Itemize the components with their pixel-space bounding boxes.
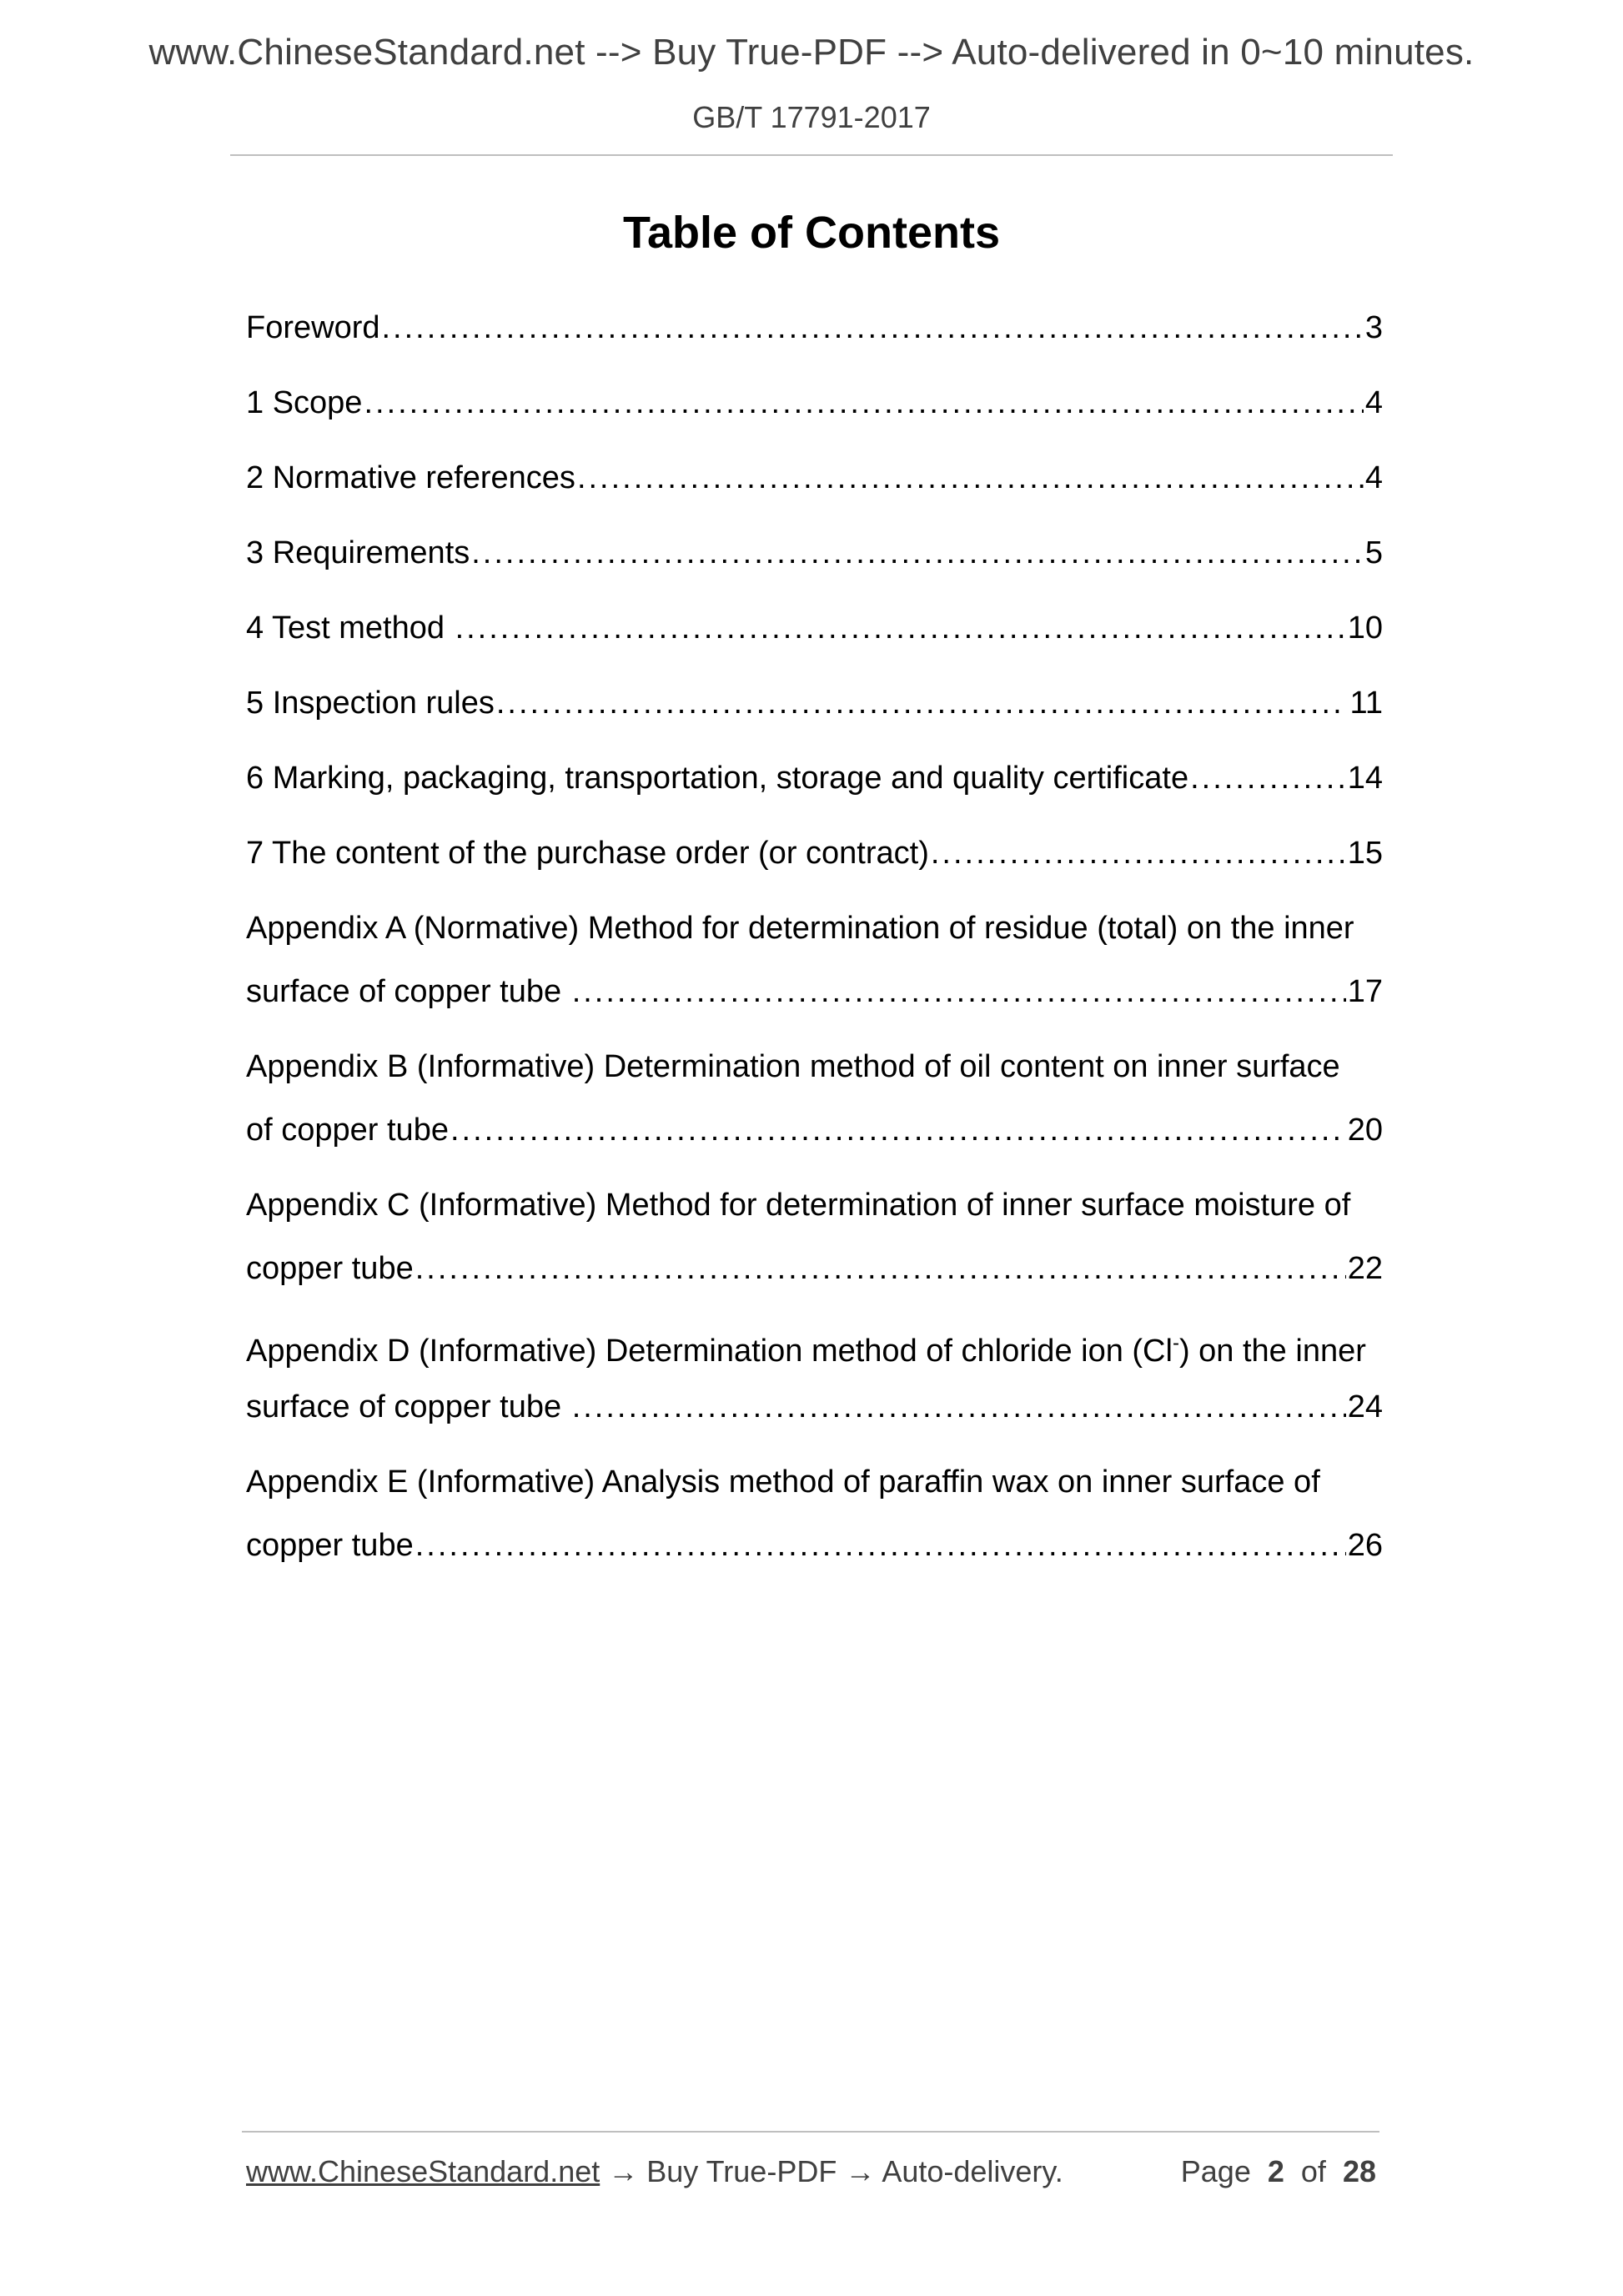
toc-entry-purchase-order[interactable] [246, 821, 1383, 897]
dot-leader [450, 1098, 1346, 1162]
toc-page-number: 17 [1347, 974, 1383, 1009]
toc-entry-appendix-b[interactable] [246, 1035, 1383, 1098]
toc-entry-label: 6 Marking, packaging, transportation, storage and quality certificate [246, 761, 1189, 796]
current-page-number: 2 [1267, 2154, 1284, 2188]
dot-leader [931, 821, 1346, 885]
dot-leader [496, 671, 1339, 735]
dot-leader [1190, 746, 1346, 810]
toc-page-number: 22 [1347, 1251, 1383, 1286]
toc-entry-label: Appendix E (Informative) Analysis method of paraffin wax on inner surface of [246, 1465, 1320, 1500]
header-divider [230, 154, 1393, 156]
dot-leader [577, 446, 1364, 510]
toc-entry-label: of copper tube [246, 1113, 449, 1148]
toc-entry-label: Foreword [246, 310, 380, 345]
toc-entry-appendix-c-continued[interactable] [246, 1237, 1383, 1312]
toc-entry-label: copper tube [246, 1251, 414, 1286]
toc-page-number: 24 [1347, 1389, 1383, 1424]
toc-entry-label [246, 1312, 1366, 1383]
toc-entry-label: copper tube [246, 1528, 414, 1563]
toc-entry-label: Appendix C (Informative) Method for determination of inner surface moisture of [246, 1188, 1351, 1223]
toc-entry-appendix-a-continued[interactable] [246, 960, 1383, 1035]
page-indicator [1181, 2154, 1376, 2189]
toc-page-number: 11 [1340, 686, 1383, 721]
toc-entry-appendix-d-continued[interactable] [246, 1375, 1383, 1450]
page-footer [246, 2154, 1376, 2189]
dot-leader [415, 1514, 1346, 1577]
toc-entry-appendix-d[interactable] [246, 1312, 1383, 1375]
toc-page-number: 20 [1347, 1113, 1383, 1148]
footer-promo-text: → Buy True-PDF → Auto-delivery. [600, 2154, 1063, 2188]
toc-entry-label: Appendix B (Informative) Determination method of oil content on inner surface [246, 1049, 1340, 1084]
toc-entry-appendix-e-continued[interactable] [246, 1514, 1383, 1589]
toc-page-number: 14 [1347, 761, 1383, 796]
toc-page-number: 4 [1364, 385, 1383, 420]
site-banner: www.ChineseStandard.net --> Buy True-PDF --> Auto-delivered in 0~10 minutes. [148, 32, 1475, 73]
toc-label-part: ) on the inner [1178, 1334, 1366, 1369]
table-of-contents [246, 296, 1383, 1589]
dot-leader [382, 296, 1364, 359]
toc-page-number: 3 [1364, 310, 1383, 345]
toc-page-number: 15 [1347, 836, 1383, 871]
toc-entry-normative-references[interactable] [246, 446, 1383, 521]
dot-leader [572, 960, 1346, 1023]
toc-entry-label: surface of copper tube [246, 1389, 570, 1424]
toc-page-number: 10 [1347, 610, 1383, 646]
toc-entry-appendix-c[interactable] [246, 1173, 1383, 1237]
toc-label-part: Appendix D (Informative) Determination method of chloride ion (Cl [246, 1334, 1173, 1369]
toc-entry-appendix-b-continued[interactable] [246, 1098, 1383, 1173]
toc-title: Table of Contents [623, 208, 1000, 258]
toc-entry-foreword[interactable] [246, 296, 1383, 371]
dot-leader [415, 1237, 1346, 1300]
toc-entry-label: surface of copper tube [246, 974, 570, 1009]
dot-leader [364, 371, 1363, 435]
toc-entry-test-method[interactable] [246, 596, 1383, 671]
toc-entry-label: Appendix A (Normative) Method for determination of residue (total) on the inner [246, 911, 1354, 946]
toc-entry-marking-packaging[interactable] [246, 746, 1383, 821]
superscript-minus: - [1172, 1332, 1179, 1354]
toc-page-number: 5 [1364, 535, 1383, 570]
document-code: GB/T 17791-2017 [692, 100, 931, 134]
toc-page-number: 4 [1364, 460, 1383, 495]
toc-entry-label: 3 Requirements [246, 535, 470, 570]
dot-leader [471, 521, 1364, 585]
toc-entry-appendix-e[interactable] [246, 1450, 1383, 1514]
page-label: Page [1180, 2154, 1251, 2188]
toc-entry-requirements[interactable] [246, 521, 1383, 596]
toc-entry-label: 2 Normative references [246, 460, 575, 495]
toc-entry-appendix-a[interactable] [246, 897, 1383, 960]
toc-entry-label: 4 Test method [246, 610, 454, 646]
toc-entry-scope[interactable] [246, 371, 1383, 446]
total-pages-number: 28 [1342, 2154, 1376, 2188]
footer-site-link[interactable]: www.ChineseStandard.net [246, 2154, 600, 2188]
footer-promo [246, 2154, 1063, 2189]
toc-entry-label: 1 Scope [246, 385, 363, 420]
toc-entry-inspection-rules[interactable] [246, 671, 1383, 746]
toc-entry-label: 5 Inspection rules [246, 686, 495, 721]
footer-divider [242, 2131, 1379, 2133]
toc-page-number: 26 [1347, 1528, 1383, 1563]
toc-entry-label: 7 The content of the purchase order (or contract) [246, 836, 929, 871]
dot-leader [572, 1375, 1346, 1439]
page-of-label: of [1300, 2154, 1326, 2188]
dot-leader [455, 596, 1346, 660]
